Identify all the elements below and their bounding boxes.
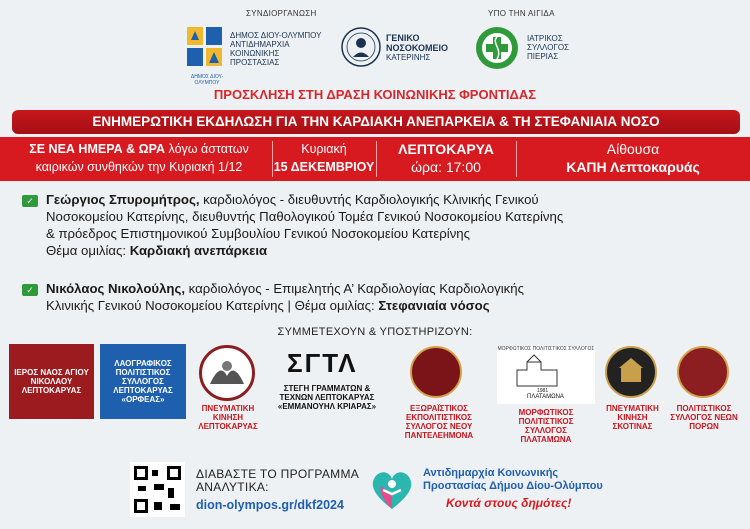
heart-logo-icon [367, 464, 417, 514]
org-church: ΙΕΡΟΣ ΝΑΟΣ ΑΓΙΟΥ ΝΙΚΟΛΑΟΥ ΛΕΠΤΟΚΑΡΥΑΣ [9, 344, 94, 419]
event-date: Κυριακή 15 ΔΕΚΕΜΒΡΙΟΥ [273, 142, 375, 174]
org-platamonas: ΜΟΡΦΩΤΙΚΟΣ ΠΟΛΙΤΙΣΤΙΚΟΣ ΣΥΛΛΟΓΟΣ ΠΛΑΤΑΜΩΝΑ [518, 408, 574, 444]
hospital-name: ΓΕΝΙΚΟ ΝΟΣΟΚΟΜΕΙΟ ΚΑΤΕΡΙΝΗΣ [386, 33, 448, 62]
read-program-text: ΔΙΑΒΑΣΤΕ ΤΟ ΠΡΟΓΡΑΜΜΑ ΑΝΑΛΥΤΙΚΑ: [196, 467, 360, 494]
qr-code[interactable] [130, 462, 185, 517]
org-stegi: ΣΤΕΓΗ ΓΡΑΜΜΑΤΩΝ & ΤΕΧΝΩΝ ΛΕΠΤΟΚΑΡΥΑΣ «ΕΜΜΑΝΟΥΗΛ ΚΡΙΑΡΑΣ» [277, 384, 377, 411]
platamonas-logo: ΜΟΡΦΩΤΙΚΟΣ ΠΟΛΙΤΙΣΤΙΚΟΣ ΣΥΛΛΟΓΟΣ 1981 ΠΛΑΤΑΜΩΝΑ [497, 346, 595, 404]
org-exoraistikos: ΕΞΩΡΑΪΣΤΙΚΟΣ ΕΚΠΟΛΙΤΙΣΤΙΚΟΣ ΣΥΛΛΟΓΟΣ ΝΕΟΥ ΠΑΝΤΕΛΕΗΜΟΝΑ [404, 404, 474, 440]
slogan: Κοντά στους δημότες! [446, 496, 572, 510]
co-organizer-label: ΣΥΝΔΙΟΡΓΑΝΩΣΗ [246, 9, 317, 18]
stegi-logo: ΣΓΤΛ [287, 348, 358, 378]
municipality-name: ΔΗΜΟΣ ΔΙΟΥ-ΟΛΥΜΠΟΥ ΑΝΤΙΔΗΜΑΡΧΙΑ ΚΟΙΝΩΝΙΚΗΣ ΠΡΟΣΤΑΣΙΑΣ [230, 31, 322, 67]
reschedule-note: ΣΕ ΝΕΑ ΗΜΕΡΑ & ΩΡΑ λόγω άστατων καιρικών συνθηκών την Κυριακή 1/12 [29, 142, 249, 174]
check-icon: ✓ [22, 284, 38, 296]
exoraistikos-logo [410, 346, 462, 398]
medical-association-name: ΙΑΤΡΙΚΟΣ ΣΥΛΛΟΓΟΣ ΠΙΕΡΙΑΣ [527, 34, 570, 61]
municipality-logo [186, 25, 224, 77]
neoi-poroi-logo [677, 346, 729, 398]
event-info-bar [0, 137, 750, 181]
org-spiritual-leptokarya: ΠΝΕΥΜΑΤΙΚΗ ΚΙΝΗΣΗ ΛΕΠΤΟΚΑΡΥΑΣ [198, 404, 258, 431]
org-neoi-poroi: ΠΟΛΙΤΙΣΤΙΚΟΣ ΣΥΛΛΟΓΟΣ ΝΕΩΝ ΠΟΡΩΝ [670, 404, 738, 431]
participants-label: ΣΥΜΜΕΤΕΧΟΥΝ & ΥΠΟΣΤΗΡΙΖΟΥΝ: [277, 326, 473, 338]
social-dept-name: Αντιδημαρχία Κοινωνικής Προστασίας Δήμου Δίου-Ολύμπου [423, 467, 603, 492]
speaker-2: Νικόλαος Νικολούλης, καρδιολόγος - Επιμελητής Α’ Καρδιολογίας Καρδιολογικής Κλινικής Γενικού Νοσοκομείου Κατερίνης | Θέμα ομιλίας: Στεφανιαία νόσος [46, 281, 524, 313]
skotina-logo [605, 346, 657, 398]
program-url[interactable]: dion-olympos.gr/dkf2024 [196, 498, 344, 512]
event-venue: Αίθουσα ΚΑΠΗ Λεπτοκαρυάς [566, 141, 700, 175]
event-location-time: ΛΕΠΤΟΚΑΡΥΑ ώρα: 17:00 [398, 141, 494, 175]
medical-association-logo [474, 25, 520, 71]
speaker-1: Γεώργιος Σπυρομήτρος, καρδιολόγος - διευθυντής Καρδιολογικής Κλινικής Γενικού Νοσοκομείου Κατερίνης, διευθυντής Παθολογικού Τομέα Γενικού Νοσοκομείου Κατερίνης & πρόεδρος Επιστημονικού Συμβουλίου Γενικού Νοσοκομείου Κατερίνης Θέμα ομιλίας: Καρδιακή ανεπάρκεια [46, 192, 564, 258]
check-icon: ✓ [22, 195, 38, 207]
invitation-title: ΠΡΟΣΚΛΗΣΗ ΣΤΗ ΔΡΑΣΗ ΚΟΙΝΩΝΙΚΗΣ ΦΡΟΝΤΙΔΑΣ [213, 87, 537, 102]
org-folk-society: ΛΑΟΓΡΑΦΙΚΟΣ ΠΟΛΙΤΙΣΤΙΚΟΣ ΣΥΛΛΟΓΟΣ ΛΕΠΤΟΚΑΡΥΑΣ «ΟΡΦΕΑΣ» [100, 344, 186, 419]
org-skotina: ΠΝΕΥΜΑΤΙΚΗ ΚΙΝΗΣΗ ΣΚΟΤΙΝΑΣ [606, 404, 659, 431]
auspices-label: ΥΠΟ ΤΗΝ ΑΙΓΙΔΑ [488, 9, 555, 18]
spiritual-movement-leptokarya-logo [199, 345, 255, 401]
hospital-logo [340, 26, 382, 68]
municipality-badge: ΔΗΜΟΣ ΔΙΟΥ-ΟΛΥΜΠΟΥ [190, 74, 224, 86]
event-banner: ΕΝΗΜΕΡΩΤΙΚΗ ΕΚΔΗΛΩΣΗ ΓΙΑ ΤΗΝ ΚΑΡΔΙΑΚΗ ΑΝΕΠΑΡΚΕΙΑ & ΤΗ ΣΤΕΦΑΝΙΑΙΑ ΝΟΣΟ [12, 110, 740, 134]
